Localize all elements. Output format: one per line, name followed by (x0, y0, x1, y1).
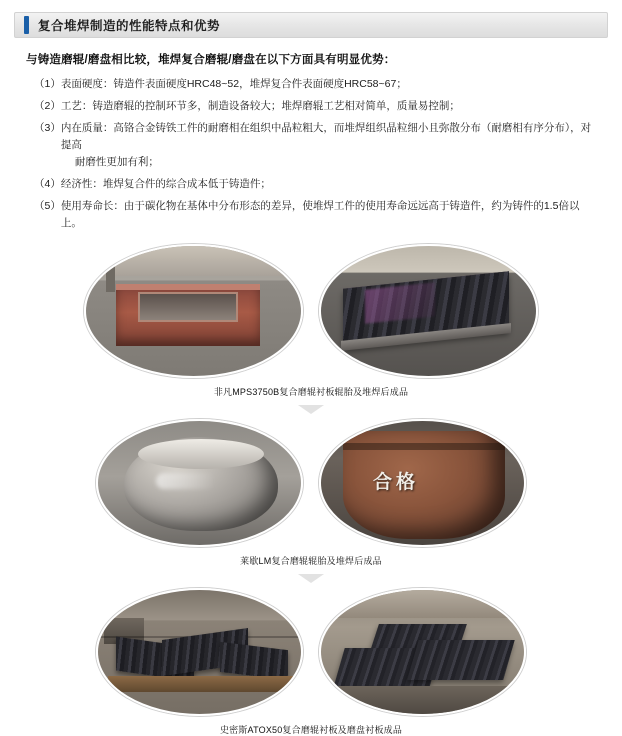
figure-caption: 史密斯ATOX50复合磨辊衬板及磨盘衬板成品 (219, 725, 403, 735)
figure-caption: 非凡MPS3750B复合磨辊衬板辊胎及堆焊后成品 (213, 387, 409, 397)
list-item-text: 经济性：堆焊复合件的综合成本低于铸造件； (60, 178, 271, 190)
list-item-text-line1: 内在质量：高铬合金铸铁工件的耐磨相在组织中晶粒粗大，而堆焊组织晶粒细小且弥散分布（耐磨相有序分布），对提高 (60, 122, 592, 151)
figure-image-welded-plates (319, 244, 538, 378)
header-accent-bar (24, 16, 29, 34)
separator-chevron-down-icon (0, 400, 622, 418)
figure-group-1 (0, 244, 622, 398)
figure-image-flat-plates (319, 588, 526, 716)
figure-row (0, 588, 622, 716)
list-item-number: （3） (34, 122, 61, 134)
list-item-number: （4） (34, 178, 61, 190)
figure-caption: 莱歇LM复合磨辊辊胎及堆焊后成品 (240, 556, 382, 566)
list-item-text: 工艺：铸造磨辊的控制环节多，制造设备较大；堆焊磨辊工艺相对简单，质量易控制； (60, 100, 460, 112)
list-item-number: （5） (34, 200, 61, 212)
figure-group-2 (0, 419, 622, 567)
page-title: 复合堆焊制造的性能特点和优势 (38, 19, 221, 33)
figure-gallery (0, 244, 622, 736)
figure-image-conical-roller (96, 419, 303, 547)
list-item (34, 198, 598, 232)
list-item (34, 76, 598, 93)
figure-row (0, 419, 622, 547)
list-item-number: （2） (34, 100, 61, 112)
list-item (34, 120, 598, 171)
figure-image-cast-roller-shell (84, 244, 303, 378)
separator-chevron-down-icon (0, 569, 622, 587)
drum-stamp-text: 合格 (373, 472, 420, 493)
section-header (14, 12, 608, 38)
list-item-text (61, 120, 598, 171)
list-item-text: 使用寿命长：由于碳化物在基体中分布形态的差异，使堆焊工件的使用寿命远远高于铸造件，约为铸件的1.5倍以上。 (60, 200, 580, 229)
figure-group-3 (0, 588, 622, 736)
figure-image-plates-on-pallet (96, 588, 303, 716)
list-item (34, 98, 598, 115)
figure-image-rusty-drum (319, 419, 526, 547)
list-item-text: 表面硬度：铸造件表面硬度HRC48~52，堆焊复合件表面硬度HRC58~67； (60, 78, 407, 90)
figure-row (0, 244, 622, 378)
document-page (0, 12, 622, 735)
list-item-text-line2: 耐磨性更加有利； (74, 156, 159, 168)
lead-paragraph: 与铸造磨辊/磨盘相比较，堆焊复合磨辊/磨盘在以下方面具有明显优势： (26, 54, 396, 66)
list-item-number: （1） (34, 78, 61, 90)
list-item (34, 176, 598, 193)
text-content (0, 51, 622, 232)
